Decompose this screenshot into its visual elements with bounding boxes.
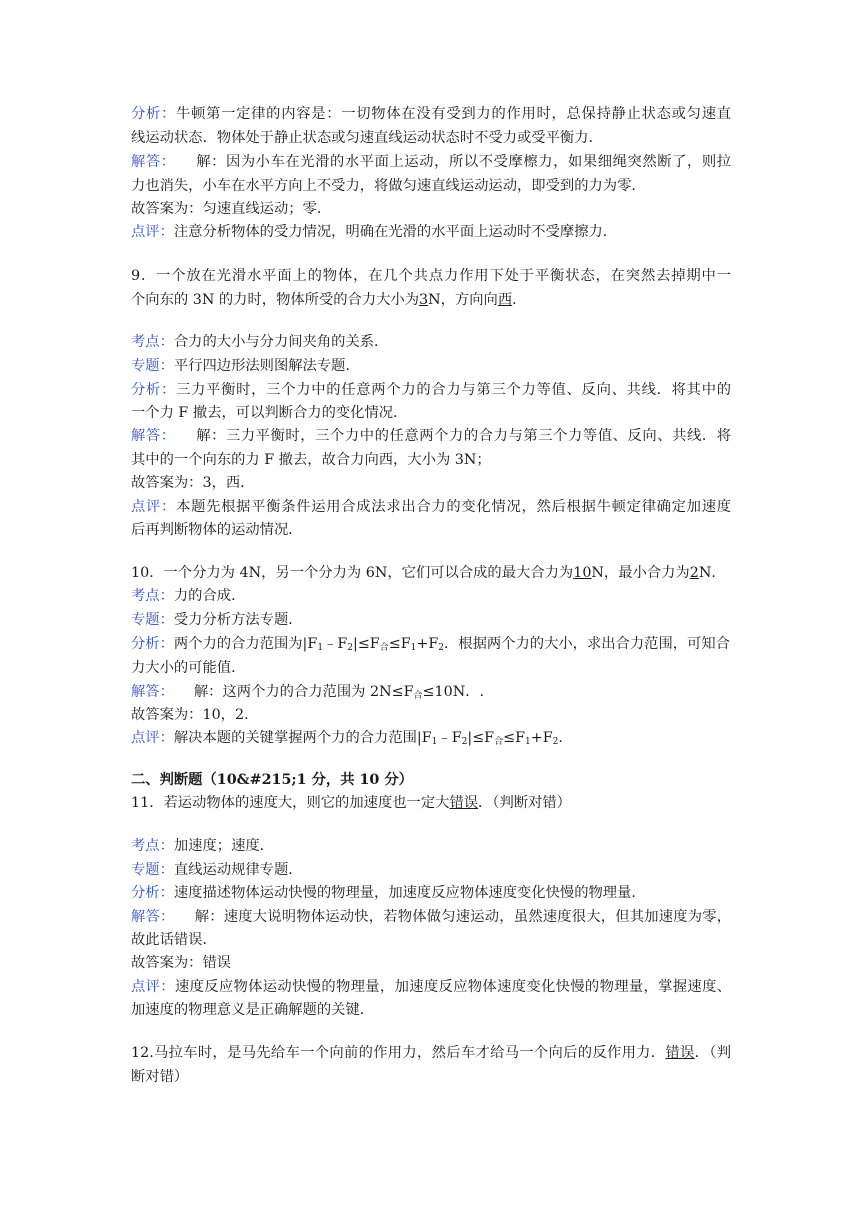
q9-comment-line-1: 点评：本题先根据平衡条件运用合成法求出合力的变化情况，然后根据牛顿定律确定加速度 [131, 499, 732, 515]
q8-analysis-line-2: 线运动状态．物体处于静止状态或匀速直线运动状态时不受力或受平衡力． [131, 130, 603, 146]
q9-solution-line-2: 其中的一个向东的力 F 撤去，故合力向西，大小为 3N； [131, 452, 491, 468]
q10-answer-max: 10 [573, 565, 592, 581]
q11-analysis: 分析：速度描述物体运动快慢的物理量，加速度反应物体速度变化快慢的物理量． [131, 885, 646, 901]
label-solution: 解答： [131, 154, 176, 170]
q8-comment: 点评：注意分析物体的受力情况，明确在光滑的水平面上运动时不受摩擦力． [131, 224, 618, 240]
q9-comment-line-2: 后再判断物体的运动情况． [131, 522, 303, 538]
q9-analysis-line-2: 一个力 F 撤去，可以判断合力的变化情况． [131, 405, 408, 421]
q10-stem: 10．一个分力为 4N，另一个分力为 6N，它们可以合成的最大合力为10N，最小合力为2N． [131, 565, 726, 581]
q11-comment-line-2: 加速度的物理意义是正确解题的关键． [131, 1002, 375, 1018]
q10-comment: 点评：解决本题的关键掌握两个力的合力范围$|F_1﹣F_2|\le F_合\le F_1+F_2$． [131, 730, 573, 747]
label-analysis: 分析： [131, 106, 177, 122]
q9-knowledge-point: 考点：合力的大小与分力间夹角的关系． [131, 334, 389, 350]
q9-solution-line-1: 解答： 解：三力平衡时，三个力中的任意两个力的合力与第三个力等值、反向、共线．将 [131, 428, 732, 444]
q8-solution-line-2: 力也消失，小车在水平方向上不受力，将做匀速直线运动运动，即受到的力为零． [131, 178, 646, 194]
q9-answer: 故答案为：3，西． [131, 475, 255, 491]
q10-topic: 专题：受力分析方法专题． [131, 612, 303, 628]
q9-topic: 专题：平行四边形法则图解法专题． [131, 358, 360, 374]
q9-stem-line-1: 9．一个放在光滑水平面上的物体，在几个共点力作用下处于平衡状态，在突然去掉期中一 [131, 268, 731, 284]
q10-solution: 解答： 解：这两个力的合力范围为 $2N\le F_合\le 10N$．. [131, 684, 485, 701]
q11-knowledge-point: 考点：加速度；速度． [131, 838, 274, 854]
q10-knowledge-point: 考点：力的合成． [131, 588, 246, 604]
q11-answer: 错误 [449, 795, 479, 811]
q9-analysis-line-1: 分析：三力平衡时，三个力中的任意两个力的合力与第三个力等值、反向、共线．将其中的 [131, 382, 732, 398]
section-heading-judgment: 二、判断题（10&#215;1 分，共 10 分） [131, 772, 413, 788]
q11-answer: 故答案为：错误 [131, 955, 232, 971]
q11-solution-line-2: 故此话错误． [131, 932, 217, 948]
q11-solution-line-1: 解答： 解：速度大说明物体运动快，若物体做匀速运动，虽然速度很大，但其加速度为零， [131, 909, 731, 925]
q8-answer: 故答案为：匀速直线运动；零． [131, 201, 332, 217]
q10-analysis-line-1: 分析：两个力的合力范围为$|F_1﹣F_2|\le F_合\le F_1+F_2$．根据两个力的大小，求出合力范围，可知合 [131, 636, 730, 653]
q10-answer-min: 2 [689, 565, 699, 581]
q10-analysis-line-2: 力大小的可能值． [131, 660, 246, 676]
q9-stem-line-2: 个向东的 3N 的力时，物体所受的合力大小为3N，方向向西． [131, 292, 527, 308]
q8-solution-line-1: 解答： 解：因为小车在光滑的水平面上运动，所以不受摩檫力，如果细绳突然断了，则拉 [131, 154, 732, 170]
q12-stem-line-1: 12.马拉车时，是马先给车一个向前的作用力，然后车才给马一个向后的反作用力．错误．（判 [131, 1045, 732, 1061]
q9-answer-direction: 西 [497, 292, 513, 308]
q12-stem-line-2: 断对错） [131, 1069, 189, 1085]
q8-analysis-line-1: 分析：牛顿第一定律的内容是：一切物体在没有受到力的作用时，总保持静止状态或匀速直 [131, 106, 732, 122]
q11-stem: 11．若运动物体的速度大，则它的加速度也一定大错误．（判断对错） [131, 795, 571, 811]
q12-answer: 错误 [665, 1045, 695, 1061]
q9-answer-magnitude: 3 [419, 292, 429, 308]
q10-answer: 故答案为：10，2． [131, 707, 259, 723]
q11-topic: 专题：直线运动规律专题． [131, 862, 303, 878]
label-comment: 点评： [131, 224, 174, 240]
q11-comment-line-1: 点评：速度反应物体运动快慢的物理量，加速度反应物体速度变化快慢的物理量，掌握速度、 [131, 979, 732, 995]
